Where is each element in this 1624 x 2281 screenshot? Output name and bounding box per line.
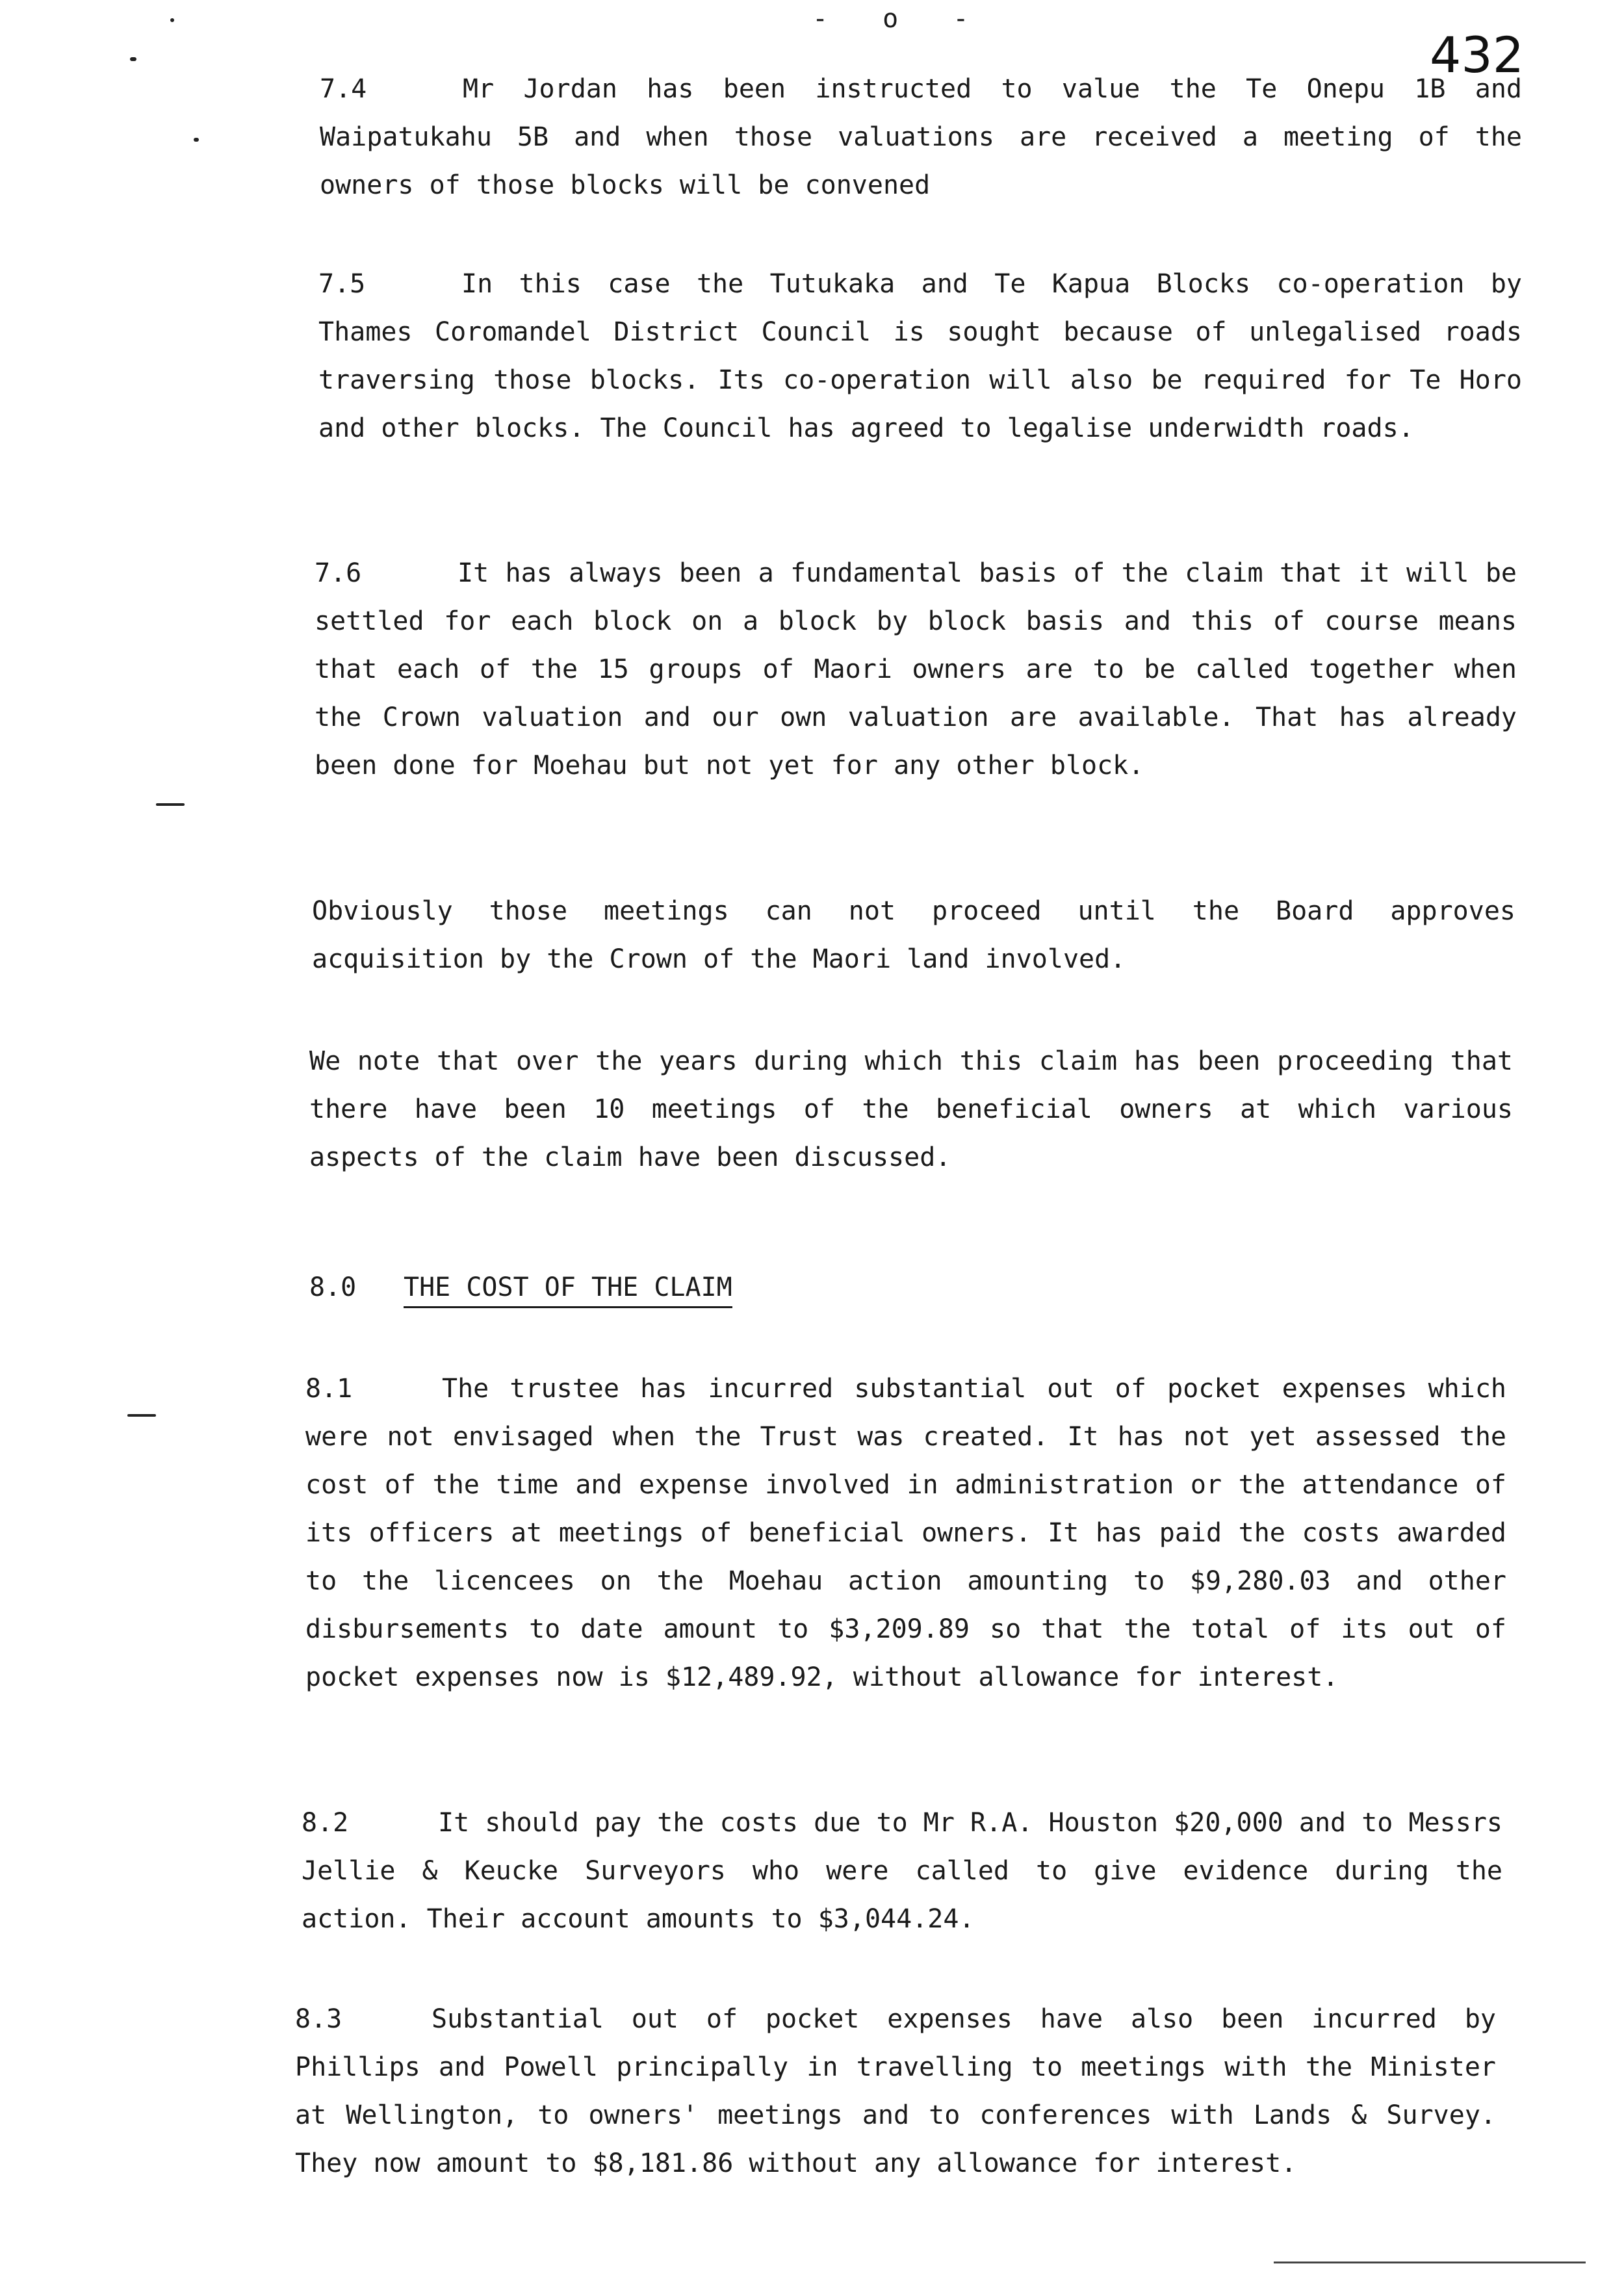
paragraph-obviously <box>312 887 1515 983</box>
paragraph-number: 8.2 <box>302 1808 349 1838</box>
paragraph-number: 8.3 <box>295 2004 342 2034</box>
paragraph-text: Obviously those meetings can not proceed until the Board approves acquisition by the Crown of the Maori land involved. <box>312 896 1515 974</box>
handwritten-page-number: 432 <box>1430 26 1525 84</box>
paragraph-text: It should pay the costs due to Mr R.A. Houston $20,000 and to Messrs Jellie & Keucke Surveyors who were called to give evidence during the action. Their account amounts to $3,044.24. <box>302 1808 1502 1934</box>
paragraph-text: The trustee has incurred substantial out of pocket expenses which were not envisaged when the Trust was created. It has not yet assessed the cost of the time and expense involved in administration or the attendance of its officers at meetings of beneficial owners. It has paid the costs awarded to the licencees on the Moehau action amounting to $9,280.03 and other disbursements to date amount to $3,209.89 so that the total of its out of pocket expenses now is $12,489.92, without allowance for interest. <box>305 1374 1506 1692</box>
section-number: 8.0 <box>309 1272 357 1302</box>
margin-dash <box>156 803 185 806</box>
paragraph-number: 7.4 <box>320 74 367 104</box>
paragraph-number: 7.6 <box>315 558 362 588</box>
section-title: THE COST OF THE CLAIM <box>404 1272 732 1308</box>
paragraph-we-note <box>309 1037 1513 1181</box>
margin-mark <box>170 18 174 22</box>
paragraph-text: In this case the Tutukaka and Te Kapua Blocks co-operation by Thames Coromandel District Council is sought because of unlegalised roads traversing those blocks. Its co-operation will also be required for Te Horo and other blocks. The Council has agreed to legalise underwidth roads. <box>318 269 1522 443</box>
paragraph-8-2 <box>302 1799 1502 1943</box>
paragraph-number: 8.1 <box>305 1374 353 1404</box>
paragraph-8-3 <box>295 1995 1496 2187</box>
margin-mark <box>194 138 199 142</box>
paragraph-text: Mr Jordan has been instructed to value the Te Onepu 1B and Waipatukahu 5B and when those valuations are received a meeting of the owners of those blocks will be convened <box>320 74 1522 200</box>
margin-mark <box>130 57 136 61</box>
page-marker: - o - <box>812 4 988 34</box>
paragraph-7-6 <box>315 549 1517 790</box>
paragraph-7-4 <box>320 65 1522 209</box>
paragraph-7-5 <box>318 260 1522 452</box>
section-heading <box>309 1272 732 1302</box>
paragraph-text: It has always been a fundamental basis of the claim that it will be settled for each block on a block by block basis and this of course means that each of the 15 groups of Maori owners are to be called together when the Crown valuation and our own valuation are available. That has already been done for Moehau but not yet for any other block. <box>315 558 1517 780</box>
margin-dash <box>127 1414 156 1417</box>
paragraph-text: We note that over the years during which this claim has been proceeding that there have been 10 meetings of the beneficial owners at which various aspects of the claim have been discussed. <box>309 1046 1513 1172</box>
paragraph-text: Substantial out of pocket expenses have also been incurred by Phillips and Powell principally in travelling to meetings with the Minister at Wellington, to owners' meetings and to conferences with Lands & Survey. They now amount to $8,181.86 without any allowance for interest. <box>295 2004 1496 2178</box>
paragraph-number: 7.5 <box>318 269 366 299</box>
footer-rule <box>1274 2262 1586 2263</box>
paragraph-8-1 <box>305 1365 1506 1701</box>
